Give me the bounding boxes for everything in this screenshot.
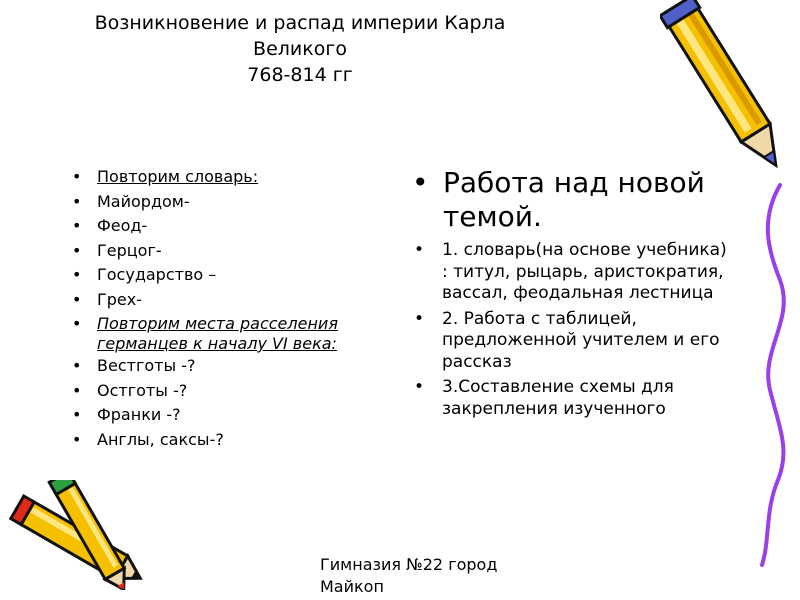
list-item: • 2. Работа с таблицей, предложенной учителем и его рассказ <box>414 309 734 374</box>
pencil-icon <box>660 0 800 200</box>
bullet: • <box>412 166 429 199</box>
list-item: • Феод- <box>72 214 402 239</box>
review-list <box>72 165 402 452</box>
places-heading: • Повторим места расселения германцев к началу VI века: <box>97 314 338 353</box>
pencils-icon <box>0 480 160 590</box>
new-topic-heading-text: Работа над новой темой. <box>443 166 705 233</box>
list-item: • Государство – <box>72 263 402 288</box>
list-item <box>72 312 402 354</box>
list-item: • 1. словарь(на основе учебника) : титул, рыцарь, аристократия, вассал, феодальная лестница <box>414 240 734 305</box>
list-item: • Майордом- <box>72 190 402 215</box>
title-line-3: 768-814 гг <box>247 64 353 86</box>
task-list <box>414 240 734 424</box>
squiggle-line <box>740 180 800 570</box>
title-line-2: Великого <box>253 38 347 60</box>
list-item: • Грех- <box>72 288 402 313</box>
slide-title <box>80 10 520 88</box>
list-item: • Остготы -? <box>72 379 402 404</box>
list-item: • Вестготы -? <box>72 354 402 379</box>
list-item <box>72 165 402 190</box>
title-line-1: Возникновение и распад империи Карла <box>94 12 506 34</box>
vocabulary-heading: Повторим словарь: <box>97 167 259 186</box>
list-item: • 3.Составление схемы для закрепления изученного <box>414 377 734 420</box>
list-item: • Герцог- <box>72 239 402 264</box>
list-item: • Франки -? <box>72 403 402 428</box>
list-item: • Англы, саксы-? <box>72 428 402 453</box>
footer-text: Гимназия №22 город Майкоп <box>320 555 498 596</box>
